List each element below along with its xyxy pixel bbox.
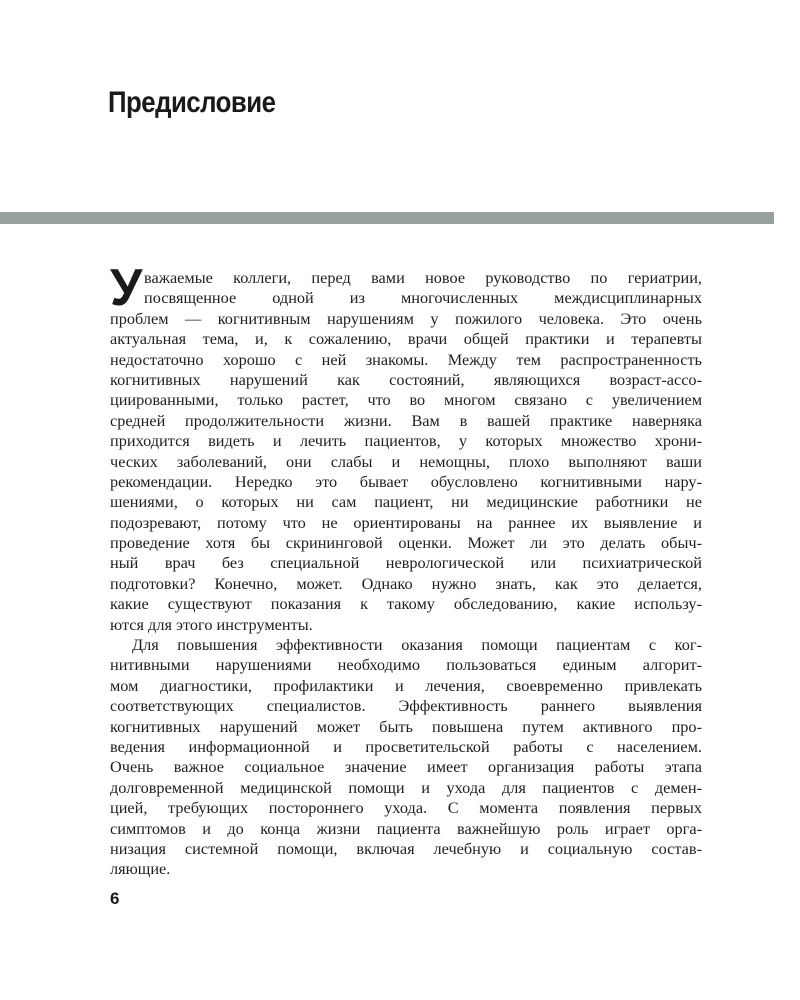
text-line: какие существуют показания к такому обследованию, какие использу- <box>110 594 702 614</box>
text-line: Для повышения эффективности оказания помощи пациентам с ког- <box>132 635 702 655</box>
text-line: подготовки? Конечно, может. Однако нужно знать, как это делается, <box>110 573 702 593</box>
text-line: нитивными нарушениями необходимо пользоваться единым алгорит- <box>110 655 702 675</box>
page-title: Предисловие <box>108 86 276 119</box>
text-line: когнитивных нарушений как состояний, являющихся возраст-ассо- <box>110 369 702 389</box>
text-line: низация системной помощи, включая лечебную и социальную состав- <box>110 838 702 858</box>
text-line: актуальная тема, и, к сожалению, врачи общей практики и терапевты <box>110 329 702 349</box>
header-divider <box>0 212 774 224</box>
text-line: ются для этого инструменты. <box>110 614 313 634</box>
text-line: симптомов и до конца жизни пациента важнейшую роль играет орга- <box>110 818 702 838</box>
text-line: важаемые коллеги, перед вами новое руководство по гериатрии, <box>144 268 702 287</box>
text-line: цией, требующих постороннего ухода. С момента появления первых <box>110 798 702 818</box>
text-line: проведение хотя бы скрининговой оценки. Может ли это делать обыч- <box>110 533 702 553</box>
text-line: средней продолжительности жизни. Вам в вашей практике наверняка <box>110 410 702 430</box>
text-line: когнитивных нарушений может быть повышена путем активного про- <box>110 716 702 736</box>
text-line: долговременной медицинской помощи и ухода для пациентов с демен- <box>110 777 702 797</box>
text-line: циированными, только растет, что во многом связано с увеличением <box>110 390 702 410</box>
text-line: посвященное одной из многочисленных междисциплинарных <box>144 288 702 308</box>
text-line: Очень важное социальное значение имеет организация работы этапа <box>110 757 702 777</box>
text-line: ведения информационной и просветительской работы с населением. <box>110 736 702 756</box>
paragraph-2 <box>110 635 702 880</box>
drop-cap: У <box>110 259 143 317</box>
page-number: 6 <box>110 889 120 908</box>
text-line: ляющие. <box>110 859 171 879</box>
text-line: соответствующих специалистов. Эффективность раннего выявления <box>110 696 702 716</box>
paragraph-1 <box>110 268 702 635</box>
text-line: рекомендации. Нередко это бывает обусловлено когнитивными нару- <box>110 471 702 491</box>
text-line: недостаточно хорошо с ней знакомы. Между тем распространенность <box>110 349 702 369</box>
text-line: приходится видеть и лечить пациентов, у которых множество хрони- <box>110 431 702 451</box>
text-line: ный врач без специальной неврологической или психиатрической <box>110 553 702 573</box>
text-line: ческих заболеваний, они слабы и немощны, плохо выполняют ваши <box>110 451 702 471</box>
text-line: проблем — когнитивным нарушениям у пожилого человека. Это очень <box>110 308 702 328</box>
body-text <box>110 259 702 880</box>
text-line: шениями, о которых ни сам пациент, ни медицинские работники не <box>110 492 702 512</box>
text-line: подозревают, потому что не ориентированы на раннее их выявление и <box>110 512 702 532</box>
text-line: мом диагностики, профилактики и лечения, своевременно привлекать <box>110 675 702 695</box>
